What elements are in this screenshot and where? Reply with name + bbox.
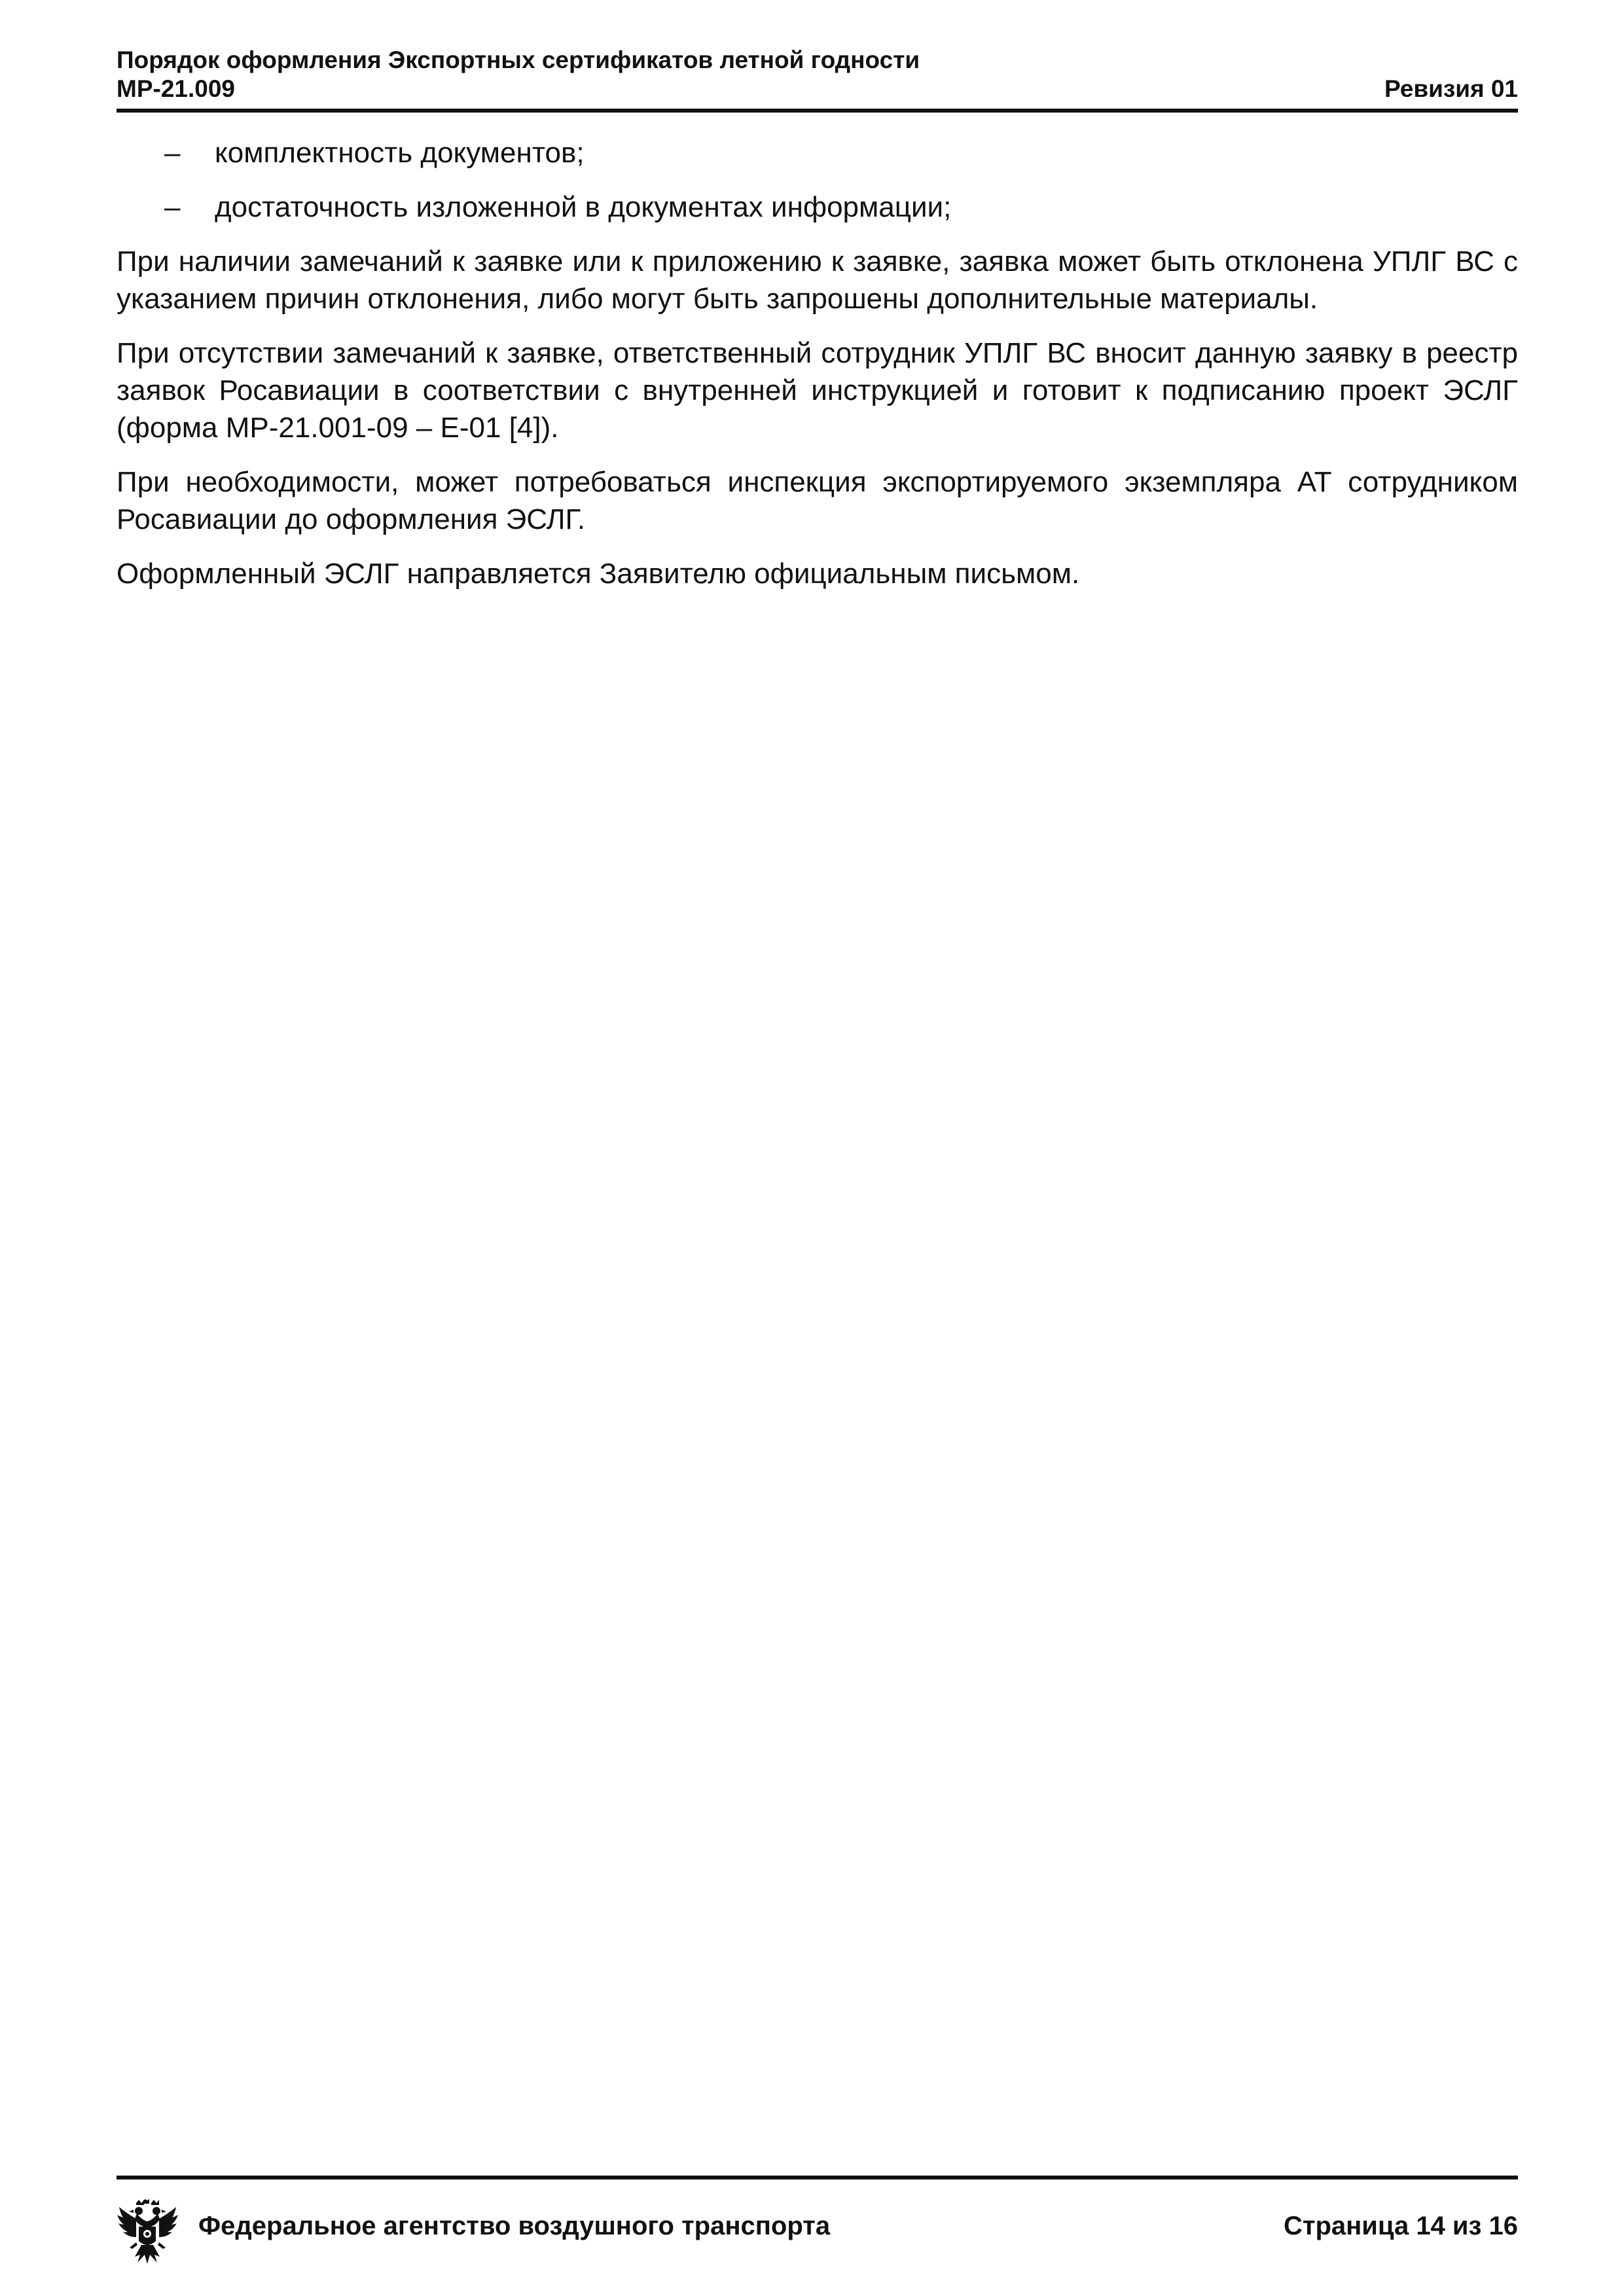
double-headed-eagle-emblem-icon: [117, 2199, 179, 2265]
document-revision: Ревизия 01: [1384, 75, 1518, 102]
document-code: МР-21.009: [117, 75, 235, 102]
dash-bullet: –: [164, 137, 181, 169]
paragraph-inspection: При необходимости, может потребоваться инспекция экспортируемого экземпляра АТ сотрудником Росавиации до оформления ЭСЛГ.: [117, 466, 1518, 535]
list-item-text: комплектность документов;: [215, 137, 585, 169]
agency-name: Федеральное агентство воздушного транспорта: [198, 2212, 831, 2240]
document-title: Порядок оформления Экспортных сертификатов летной годности: [117, 46, 920, 73]
list-item: [117, 188, 1518, 226]
page-number: Страница 14 из 16: [1283, 2212, 1518, 2240]
list-item-text: достаточность изложенной в документах информации;: [215, 191, 952, 223]
dash-bullet: –: [164, 191, 181, 223]
page-header: [117, 43, 1518, 113]
page-footer: [117, 2176, 1518, 2265]
paragraph-sending: Оформленный ЭСЛГ направляется Заявителю официальным письмом.: [117, 558, 1080, 590]
document-body: [117, 134, 1518, 609]
list-item: [117, 134, 1518, 171]
paragraph-remarks: При наличии замечаний к заявке или к приложению к заявке, заявка может быть отклонена УПЛГ ВС с указанием причин отклонения, либо могут быть запрошены дополнительные материалы.: [117, 245, 1518, 315]
paragraph-no-remarks: При отсутствии замечаний к заявке, ответственный сотрудник УПЛГ ВС вносит данную заявку в реестр заявок Росавиации в соответствии с внутренней инструкцией и готовит к подписанию проект ЭСЛГ (форма МР-21.001-09 – Е-01 [4]).: [117, 337, 1518, 444]
